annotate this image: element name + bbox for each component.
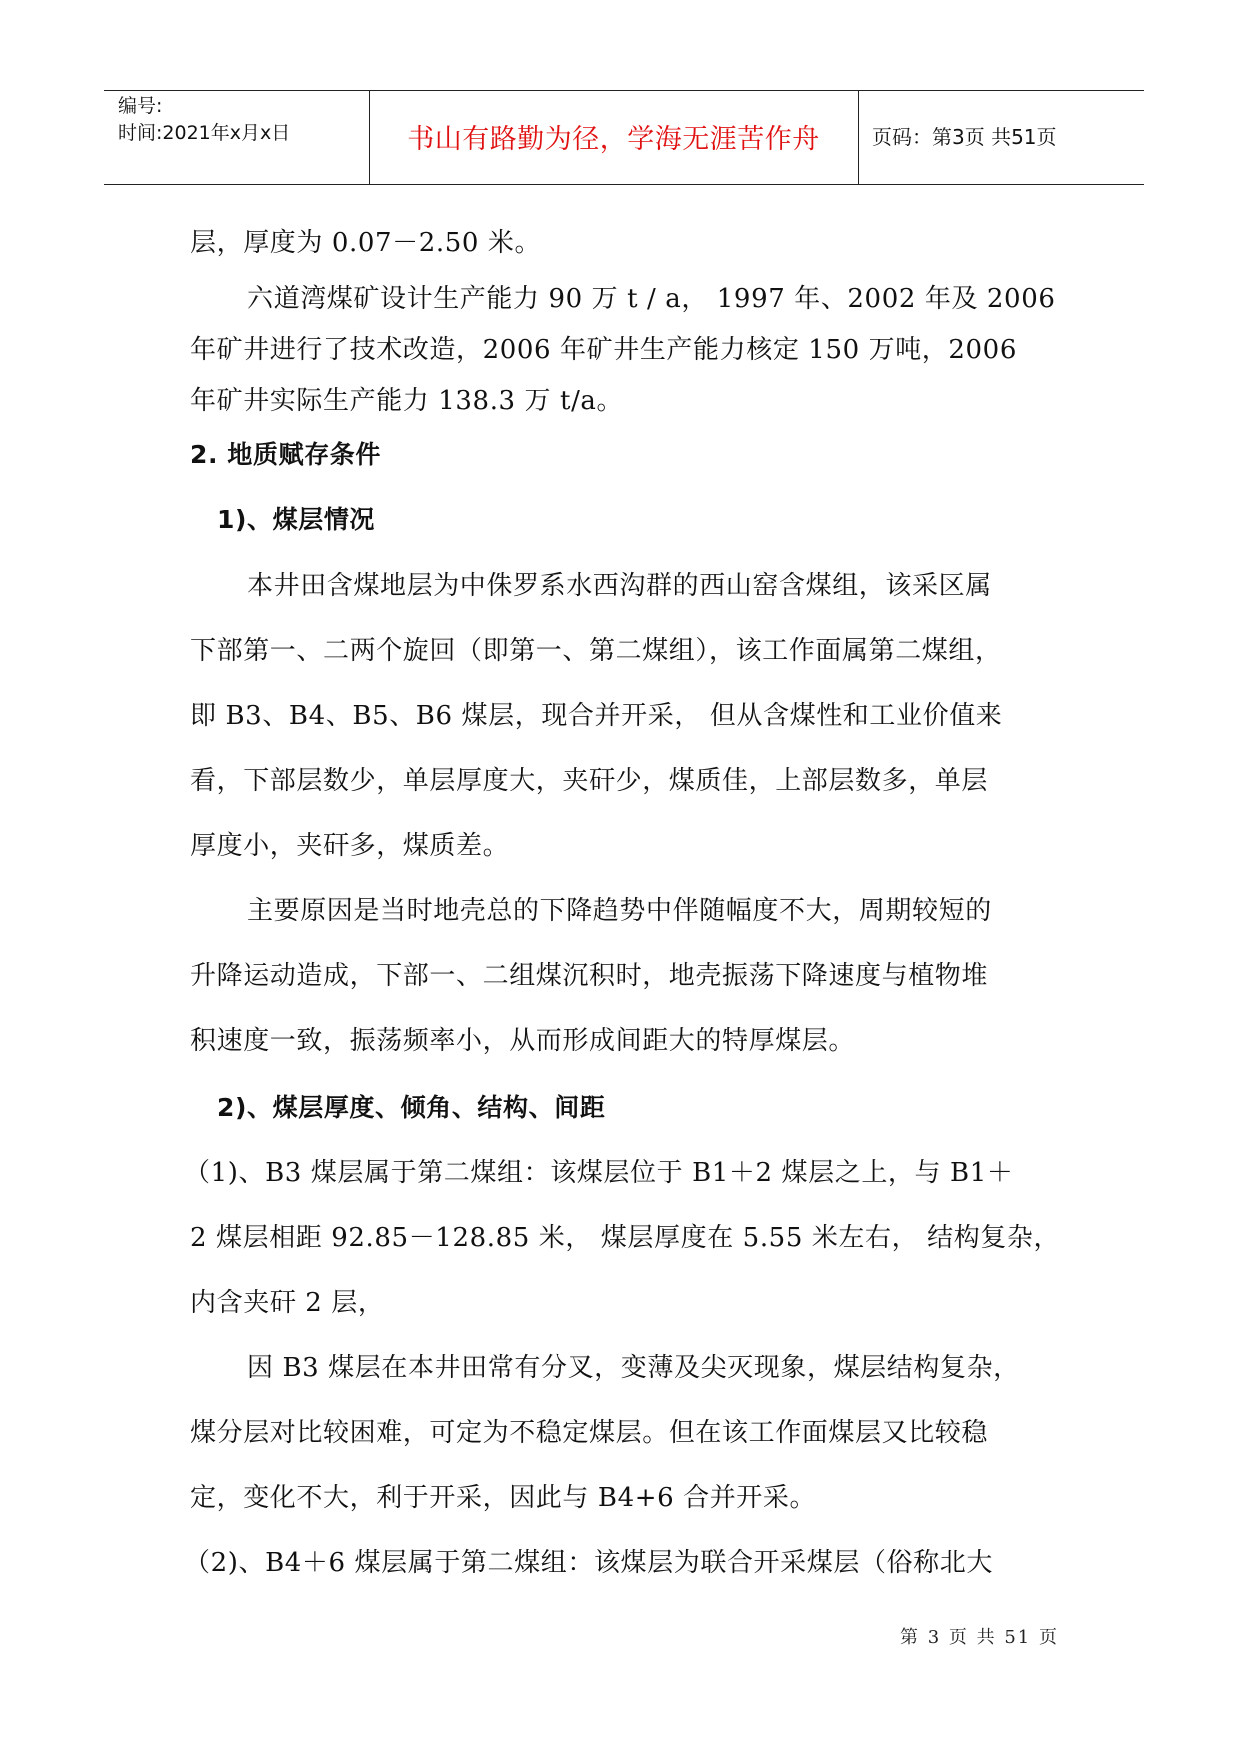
section-heading: 2. 地质赋存条件 — [190, 440, 381, 469]
body-line: 年矿井实际生产能力 138.3 万 t/a。 — [190, 386, 624, 416]
body-line: 看，下部层数少，单层厚度大，夹矸少，煤质佳，上部层数多，单层 — [190, 766, 989, 796]
document-header — [104, 90, 1144, 185]
body-line: 下部第一、二两个旋回（即第一、第二煤组），该工作面属第二煤组， — [190, 636, 1002, 666]
body-line: 主要原因是当时地壳总的下降趋势中伴随幅度不大，周期较短的 — [247, 896, 992, 926]
body-line: 层，厚度为 0.07－2.50 米。 — [190, 228, 542, 258]
body-line: 六道湾煤矿设计生产能力 90 万 t / a， 1997 年、2002 年及 2006 — [247, 284, 1056, 314]
subsection-heading: 1)、煤层情况 — [217, 505, 376, 534]
header-divider — [858, 91, 859, 184]
header-page-info: 页码：第3页 共51页 — [872, 125, 1057, 149]
body-line: 年矿井进行了技术改造，2006 年矿井生产能力核定 150 万吨，2006 — [190, 335, 1017, 365]
header-motto: 书山有路勤为径，学海无涯苦作舟 — [407, 124, 820, 155]
body-line: 本井田含煤地层为中侏罗系水西沟群的西山窑含煤组，该采区属 — [247, 571, 992, 601]
body-line: （1)、B3 煤层属于第二煤组：该煤层位于 B1＋2 煤层之上，与 B1＋ — [184, 1158, 1014, 1188]
body-line: 积速度一致，振荡频率小，从而形成间距大的特厚煤层。 — [190, 1026, 856, 1056]
body-line: 内含夹矸 2 层， — [190, 1288, 385, 1318]
page-footer: 第 3 页 共 51 页 — [900, 1627, 1059, 1648]
header-meta — [118, 93, 290, 147]
body-line: 即 B3、B4、B5、B6 煤层，现合并开采， 但从含煤性和工业价值来 — [190, 701, 1003, 731]
body-line: 煤分层对比较困难，可定为不稳定煤层。但在该工作面煤层又比较稳 — [190, 1418, 989, 1448]
body-line: 因 B3 煤层在本井田常有分叉，变薄及尖灭现象，煤层结构复杂， — [247, 1353, 1020, 1383]
subsection-heading: 2)、煤层厚度、倾角、结构、间距 — [217, 1093, 606, 1122]
body-line: 定，变化不大，利于开采，因此与 B4+6 合并开采。 — [190, 1483, 817, 1513]
number-label: 编号: — [118, 95, 163, 117]
body-line: （2)、B4＋6 煤层属于第二煤组：该煤层为联合开采煤层（俗称北大 — [184, 1548, 993, 1578]
body-line: 厚度小，夹矸多，煤质差。 — [190, 831, 510, 861]
body-line: 升降运动造成，下部一、二组煤沉积时，地壳振荡下降速度与植物堆 — [190, 961, 989, 991]
time-label: 时间:2021年x月x日 — [118, 122, 291, 144]
body-line: 2 煤层相距 92.85－128.85 米， 煤层厚度在 5.55 米左右， 结构复杂， — [190, 1223, 1061, 1253]
